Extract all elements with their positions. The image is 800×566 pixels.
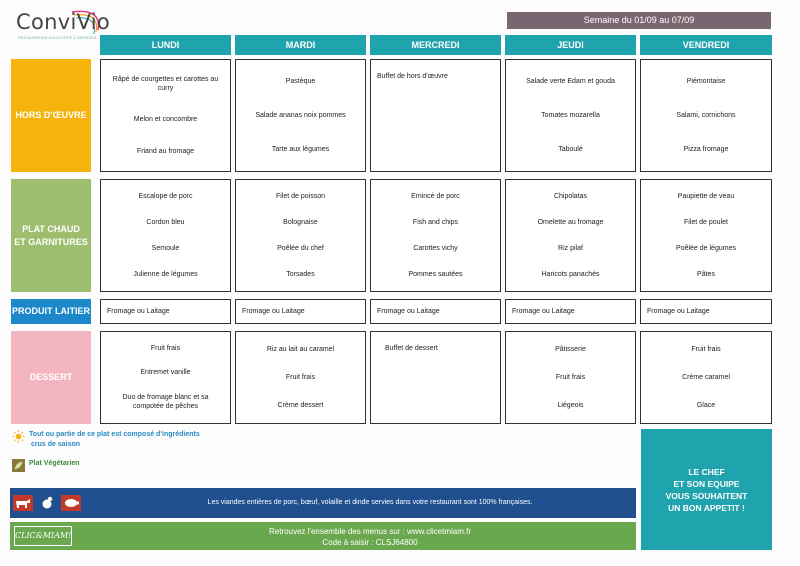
vegetarian-icon — [12, 459, 25, 472]
row-label-produit-laitier — [11, 299, 91, 324]
menu-item: Taboulé — [558, 146, 583, 154]
cell-hors-vendredi — [640, 59, 772, 172]
legend-season — [12, 430, 200, 450]
day-header-jeudi: JEUDI — [505, 35, 636, 55]
menu-item: Semoule — [151, 244, 180, 252]
menu-item: Salami, cornichons — [676, 111, 736, 119]
row-label-text — [14, 223, 88, 249]
week-banner: Semaine du 01/09 au 07/09 — [507, 12, 771, 29]
cell-produit-jeudi — [505, 299, 636, 324]
menu-item: Fromage ou Laitage — [377, 308, 440, 315]
meat-origin-text: Les viandes entières de porc, bœuf, volaille et dinde servies dans votre restaurant sont 100% françaises. — [207, 499, 533, 506]
menu-item: Liégeois — [557, 401, 584, 409]
cell-plat-mardi — [235, 179, 366, 292]
menu-item: Pâtisserie — [555, 346, 586, 354]
cell-plat-lundi — [100, 179, 231, 292]
menu-item: Paupiette de veau — [677, 193, 735, 201]
menu-item: Fromage ou Laitage — [107, 308, 170, 315]
menu-item: Râpé de courgettes et carottes au curry — [112, 76, 219, 93]
menu-item: Riz au lait au caramel — [266, 346, 335, 354]
menu-item: Cordon bleu — [146, 219, 185, 227]
cell-hors-mardi — [235, 59, 366, 172]
legend-line: crus de saison — [31, 441, 81, 448]
chicken-icon — [36, 492, 58, 514]
menu-item: Entremet vanille — [140, 369, 191, 377]
menu-item: Crème dessert — [277, 401, 324, 409]
pig-icon — [60, 492, 82, 514]
cell-dessert-lundi — [100, 331, 231, 424]
menu-item: Bolognaise — [283, 219, 318, 227]
menu-item: Filet de poisson — [275, 193, 326, 201]
cow-icon — [12, 492, 34, 514]
menu-item: Pâtes — [697, 270, 715, 278]
clicetmiam-logo: CLIC&MIAM! — [14, 526, 72, 546]
cell-dessert-mercredi — [370, 331, 501, 424]
menu-item: Salade verte Edam et gouda — [526, 77, 615, 85]
row-label-line: ET GARNITURES — [14, 236, 88, 247]
day-header-vendredi: VENDREDI — [640, 35, 772, 55]
cell-dessert-jeudi — [505, 331, 636, 424]
menu-item: Pastèque — [285, 77, 316, 85]
chef-message-box — [641, 429, 772, 550]
menu-item: Fruit frais — [150, 344, 181, 352]
cell-produit-vendredi — [640, 299, 772, 324]
menu-item: Escalope de porc — [138, 193, 193, 201]
sun-icon — [12, 430, 25, 443]
convivio-logo — [10, 6, 111, 48]
row-label-text: HORS D'ŒUVRE — [15, 110, 87, 120]
menu-item: Poêlée de légumes — [676, 244, 736, 252]
menu-item: Carottes vichy — [413, 244, 458, 252]
menu-item: Haricots panachés — [541, 270, 600, 278]
cell-plat-vendredi — [640, 179, 772, 292]
day-header-lundi: LUNDI — [100, 35, 231, 55]
menu-item: Emincé de porc — [411, 193, 460, 201]
menu-item: Fromage ou Laitage — [647, 308, 710, 315]
menu-item: Tarte aux légumes — [271, 146, 330, 154]
cell-produit-mardi — [235, 299, 366, 324]
menu-item: Melon et concombre — [133, 116, 198, 124]
menu-item: Riz pilaf — [558, 244, 583, 252]
chef-line: VOUS SOUHAITENT — [665, 490, 748, 501]
cell-produit-mercredi — [370, 299, 501, 324]
menu-item: Pommes sautées — [408, 270, 463, 278]
menu-item: Piémontaise — [686, 77, 726, 85]
logo-tagline: RESTAURATION COLLECTIVE & SERVICES — [18, 36, 97, 40]
cell-hors-mercredi — [370, 59, 501, 172]
chef-line: LE CHEF — [688, 466, 725, 477]
menu-item: Fromage ou Laitage — [512, 308, 575, 315]
menus-online-banner — [10, 522, 636, 550]
row-label-plat-chaud — [11, 179, 91, 292]
menu-item: Buffet de dessert — [385, 345, 438, 352]
cell-hors-lundi — [100, 59, 231, 172]
chef-line: ET SON EQUIPE — [673, 478, 740, 489]
menu-item: Fromage ou Laitage — [242, 308, 305, 315]
menu-item: Fruit frais — [285, 373, 316, 381]
menu-item: Tomates mozarella — [541, 111, 600, 119]
meat-origin-banner — [10, 488, 636, 518]
day-header-mercredi: MERCREDI — [370, 35, 501, 55]
menus-website-link[interactable]: Retrouvez l'ensemble des menus sur : www.clicetmiam.fr — [268, 527, 472, 536]
row-label-line: PLAT CHAUD — [22, 223, 80, 234]
cell-plat-jeudi — [505, 179, 636, 292]
menu-item: Omelette au fromage — [537, 219, 604, 227]
legend-veggie — [12, 459, 80, 472]
menu-item: Salade ananas noix pommes — [255, 111, 346, 119]
legend-season-text — [29, 430, 200, 450]
menu-item: Fruit frais — [555, 373, 586, 381]
cell-dessert-vendredi — [640, 331, 772, 424]
cell-produit-lundi — [100, 299, 231, 324]
row-label-text: DESSERT — [29, 372, 73, 382]
menu-item: Fruit frais — [691, 346, 721, 354]
menu-item: Friand au fromage — [136, 147, 195, 155]
menu-item: Duo de fromage blanc et sa compotée de pêches — [122, 394, 209, 411]
chef-line: UN BON APPETIT ! — [668, 502, 745, 513]
menu-item: Pizza fromage — [683, 146, 729, 154]
logo-text: ConviVio — [16, 10, 111, 34]
cell-hors-jeudi — [505, 59, 636, 172]
cell-plat-mercredi — [370, 179, 501, 292]
legend-veggie-text: Plat Végétarien — [29, 460, 80, 467]
menu-item: Torsades — [286, 270, 315, 278]
row-label-text: PRODUIT LAITIER — [12, 306, 90, 316]
menu-item: Chipolatas — [553, 193, 588, 201]
legend-line: Tout ou partie de ce plat est composé d'ingrédients — [29, 431, 200, 438]
access-code: Code à saisir : CLSJ64800 — [322, 538, 418, 547]
menu-item: Buffet de hors d'œuvre — [377, 73, 448, 80]
row-label-dessert — [11, 331, 91, 424]
row-label-hors-doeuvre — [11, 59, 91, 172]
menu-item: Crème caramel — [682, 373, 730, 381]
animal-icons — [10, 488, 84, 518]
menu-item: Julienne de légumes — [133, 270, 198, 278]
menu-item: Glace — [696, 401, 716, 409]
cell-dessert-mardi — [235, 331, 366, 424]
menu-item: Poêlée du chef — [277, 244, 324, 252]
day-header-mardi: MARDI — [235, 35, 366, 55]
menu-item: Fish and chips — [412, 219, 459, 227]
menu-item: Filet de poulet — [684, 219, 728, 227]
